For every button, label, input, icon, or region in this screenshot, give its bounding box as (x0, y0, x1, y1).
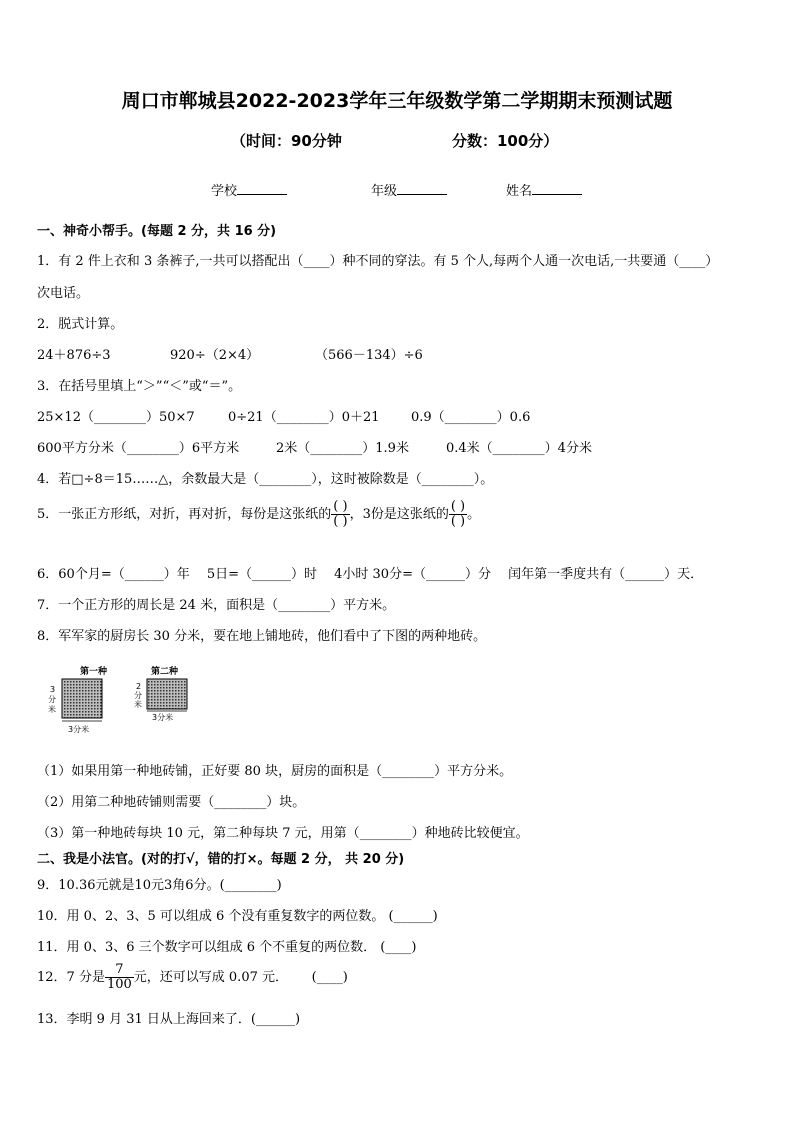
question-8-part-2: （2）用第二种地砖铺则需要（________）块。 (37, 795, 306, 810)
q2-expression-3: （566－134）÷6 (315, 348, 423, 363)
q3-item-4: 600平方分米（________）6平方米 (37, 441, 240, 456)
tile-2 (147, 679, 187, 709)
section-1-heading: 一、神奇小帮手。(每题 2 分，共 16 分) (37, 224, 277, 239)
question-4: 4．若□÷8＝15……△，余数最大是（________），这时被除数是（________）。 (37, 472, 494, 487)
tile-2-bottom-label: 3分米 (152, 713, 174, 722)
question-3: 3．在括号里填上“＞”“＜”或“＝”。 (37, 379, 242, 394)
name-field: 姓名 (506, 180, 582, 199)
q2-expression-2: 920÷（2×4） (170, 348, 260, 363)
question-13: 13．李明 9 月 31 日从上海回来了．(______) (37, 1012, 301, 1027)
fraction-7-100: $\frac{7}{100}$ (106, 962, 132, 992)
svg-text:米: 米 (134, 700, 142, 709)
question-6: 6．60个月=（______）年 5日=（______）时 4小时 30分=（______）分 闰年第一季度共有（______）天． (37, 567, 704, 582)
question-5: 5．一张正方形纸，对折，再对折，每份是这张纸的 $\frac{( )}{( )}$ ，3份是这张纸的 $\frac{( )}{( )}$ 。 (37, 499, 481, 529)
tile-1-left-digit: 3 (50, 685, 56, 694)
question-12: 12．7 分是 $\frac{7}{100}$ 元，还可以写成 0.07 元． (____) (37, 962, 348, 992)
q2-expression-1: 24＋876÷3 (37, 348, 111, 363)
question-11: 11．用 0、3、6 三个数字可以组成 6 个不重复的两位数． (____) (37, 940, 417, 955)
question-8-part-3: （3）第一种地砖每块 10 元，第二种每块 7 元，用第（________）种地砖比较便宜。 (37, 826, 529, 841)
exam-time: （时间：90分钟 (231, 132, 342, 150)
question-1-cont: 次电话。 (37, 286, 90, 301)
section-2-heading: 二、我是小法官。(对的打√，错的打×。每题 2 分， 共 20 分) (37, 852, 405, 867)
question-2: 2．脱式计算。 (37, 317, 124, 332)
question-9: 9．10.36元就是10元3角6分。(________) (37, 878, 282, 893)
fraction-blank-2: $\frac{( )}{( )}$ (450, 499, 466, 529)
question-8-part-1: （1）如果用第一种地砖铺，正好要 80 块，厨房的面积是（________）平方分米。 (37, 764, 513, 779)
question-7: 7．一个正方形的周长是 24 米，面积是（________）平方米。 (37, 598, 396, 613)
page-title: 周口市郸城县2022-2023学年三年级数学第二学期期末预测试题 (121, 90, 673, 112)
tile-2-title: 第二种 (151, 667, 179, 677)
question-10: 10．用 0、2、3、5 可以组成 6 个没有重复数字的两位数。 (______) (37, 909, 438, 924)
exam-score: 分数：100分） (452, 132, 559, 150)
q3-item-1: 25×12（________）50×7 (37, 410, 195, 425)
tile-2-left-digit: 2 (136, 682, 142, 691)
tile-1 (62, 679, 102, 718)
tile-1-bottom-label: 3分米 (68, 725, 90, 734)
svg-text:分: 分 (134, 691, 142, 700)
grade-field: 年级 (371, 180, 447, 199)
fraction-blank-1: $\frac{( )}{( )}$ (333, 499, 348, 529)
school-field: 学校 (211, 180, 287, 199)
tile-diagram (40, 660, 210, 740)
q3-item-5: 2米（________）1.9米 (276, 441, 409, 456)
svg-text:米: 米 (48, 705, 56, 714)
q3-item-2: 0÷21（________）0＋21 (228, 410, 380, 425)
tile-1-title: 第一种 (80, 667, 108, 677)
q3-item-3: 0.9（________）0.6 (411, 410, 531, 425)
q3-item-6: 0.4米（________）4分米 (446, 441, 592, 456)
question-8: 8．军军家的厨房长 30 分米，要在地上铺地砖，他们看中了下图的两种地砖。 (37, 629, 487, 644)
svg-text:分: 分 (48, 695, 56, 704)
question-1: 1．有 2 件上衣和 3 条裤子,一共可以搭配出（____）种不同的穿法。有 5 个人,每两个人通一次电话,一共要通（____） (37, 254, 719, 269)
